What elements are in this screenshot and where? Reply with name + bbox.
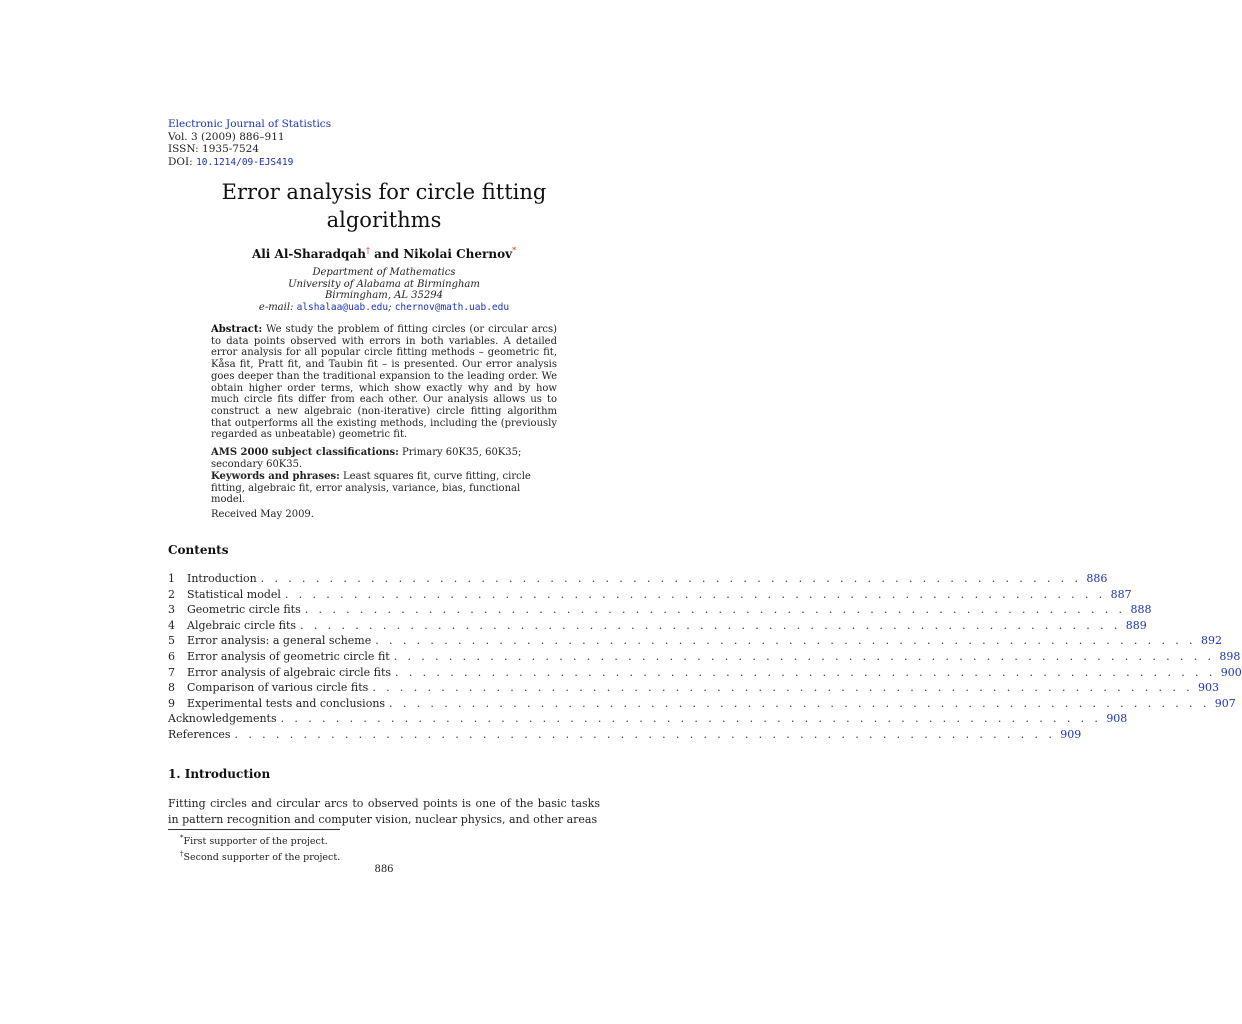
abstract-label: Abstract: [211, 324, 263, 335]
keywords-label: Keywords and phrases: [211, 471, 340, 482]
toc-entry-title[interactable]: Error analysis of geometric circle fit [187, 649, 390, 663]
toc-entry-page-link[interactable]: 909 [1060, 727, 1082, 741]
toc-entry-page-link[interactable]: 887 [1110, 587, 1132, 601]
toc-leader-dots: . . . . . . . . . . . . . . . . . . . . . . . . . . . . . . . . . . . . . . . . . . . . . . . . . . . . . . . . . . . . [393, 649, 1215, 663]
toc-entry-title[interactable]: Statistical model [187, 587, 281, 601]
toc-entry-page-link[interactable]: 908 [1106, 712, 1128, 726]
toc-entry[interactable] [168, 712, 1128, 728]
contents-heading: Contents [168, 543, 229, 557]
journal-volume: Vol. 3 (2009) 886–911 [168, 130, 285, 143]
toc-leader-dots: . . . . . . . . . . . . . . . . . . . . . . . . . . . . . . . . . . . . . . . . . . . . . . . . . . . . . . . . . . . . [375, 634, 1196, 648]
toc-entry[interactable] [168, 587, 1132, 604]
doi-link[interactable]: 10.1214/09-EJS419 [196, 156, 294, 168]
toc-entry-number: 7 [168, 665, 175, 679]
toc-entry-title[interactable]: Error analysis of algebraic circle fits [187, 665, 392, 679]
toc-leader-dots: . . . . . . . . . . . . . . . . . . . . . . . . . . . . . . . . . . . . . . . . . . . . . . . . . . . . . . . . . . . . [304, 603, 1126, 617]
toc-entry[interactable] [168, 649, 1241, 666]
toc-entry-title[interactable]: Geometric circle fits [187, 603, 301, 617]
toc-entry[interactable] [168, 696, 1236, 713]
ams-label: AMS 2000 subject classifications: [211, 447, 399, 458]
toc-entry-title[interactable]: Experimental tests and conclusions [187, 696, 386, 710]
toc-entry-page-link[interactable]: 907 [1214, 696, 1236, 710]
toc-entry-title[interactable]: Acknowledgements [168, 712, 277, 726]
affiliation-dept: Department of Mathematics [312, 267, 456, 278]
footnote-1 [180, 832, 340, 848]
toc-entry-number: 3 [168, 603, 175, 617]
footnote-2-text: Second supporter of the project. [183, 852, 341, 864]
author-and: and [374, 247, 400, 261]
toc-leader-dots: . . . . . . . . . . . . . . . . . . . . . . . . . . . . . . . . . . . . . . . . . . . . . . . . . . . . . . . . . . . . [372, 681, 1194, 695]
toc-entry[interactable] [168, 665, 1242, 682]
toc-entry-number: 1 [168, 572, 175, 585]
author-line [168, 246, 600, 261]
toc-entry-number: 2 [168, 587, 175, 601]
toc-entry-page-link[interactable]: 892 [1200, 634, 1222, 648]
footnote-1-mark: * [180, 834, 184, 842]
footnote-1-text: First supporter of the project. [183, 836, 328, 848]
abstract [211, 324, 557, 441]
toc-entry-number: 9 [168, 696, 175, 710]
toc-entry[interactable] [168, 634, 1222, 650]
footnote-divider [168, 829, 340, 830]
toc-entry-page-link[interactable]: 903 [1198, 681, 1220, 695]
author-1: Ali Al-Sharadqah [251, 247, 366, 261]
toc-entry-title[interactable]: Error analysis: a general scheme [187, 634, 372, 648]
title-line-2: algorithms [326, 208, 442, 232]
affiliation-university: University of Alabama at Birmingham [288, 278, 480, 290]
toc-entry-page-link[interactable]: 888 [1130, 603, 1152, 617]
email-line [168, 302, 600, 314]
toc-leader-dots: . . . . . . . . . . . . . . . . . . . . . . . . . . . . . . . . . . . . . . . . . . . . . . . . . . . . . . . . . . . . [395, 665, 1216, 679]
journal-issn: ISSN: 1935-7524 [168, 143, 260, 155]
toc-entry-page-link[interactable]: 900 [1220, 665, 1242, 679]
doi-label: DOI: [168, 155, 193, 168]
footnote-2 [180, 848, 340, 864]
keywords [211, 471, 557, 506]
toc-entry-page-link[interactable]: 886 [1086, 572, 1108, 585]
toc-entry-number: 6 [168, 649, 175, 663]
toc-entry-title[interactable]: References [168, 727, 231, 741]
affiliation-city: Birmingham, AL 35294 [325, 290, 443, 301]
toc-entry-number: 5 [168, 634, 175, 648]
journal-name-link[interactable]: Electronic Journal of Statistics [168, 118, 332, 130]
paper-title [168, 178, 600, 234]
abstract-text: We study the problem of fitting circles (or circular arcs) to data points observed with errors in both variables. A detailed error analysis for all popular circle fitting methods – geometric fit, Kåsa fit, Pratt fit, and Taubin fit – is presented. Our error analysis goes deeper than the traditional expansion to the leading order. We obtain higher order terms, which show exactly why and by how much circle fits differ from each other. Our analysis allows us to construct a new algebraic (non-iterative) circle fitting algorithm that outperforms all the existing methods, including the (previously regarded as unbeatable) geometric fit. [211, 324, 558, 441]
table-of-contents [168, 572, 1242, 744]
toc-leader-dots: . . . . . . . . . . . . . . . . . . . . . . . . . . . . . . . . . . . . . . . . . . . . . . . . . . . . . . . . . . . . [284, 587, 1106, 601]
author-2-footnote-mark[interactable]: * [512, 246, 517, 255]
journal-info [168, 118, 331, 169]
email-label: e-mail: [258, 301, 294, 313]
email-link-2[interactable]: chernov@math.uab.edu [394, 301, 510, 313]
toc-entry[interactable] [168, 572, 1108, 588]
keywords-text: Least squares fit, curve fitting, circle fitting, algebraic fit, error analysis, variance, bias, functional model. [211, 471, 531, 506]
toc-entry-page-link[interactable]: 889 [1125, 618, 1147, 632]
email-link-1[interactable]: alshalaa@uab.edu [296, 301, 389, 313]
toc-entry[interactable] [168, 603, 1152, 619]
introduction-text: Fitting circles and circular arcs to observed points is one of the basic tasks in pattern recognition and computer vision, nuclear physics, and other areas [168, 797, 600, 826]
footnote-2-mark: † [180, 850, 184, 859]
toc-entry[interactable] [168, 618, 1147, 635]
toc-leader-dots: . . . . . . . . . . . . . . . . . . . . . . . . . . . . . . . . . . . . . . . . . . . . . . . . . . . . . . . . . . . . [280, 712, 1102, 726]
toc-entry-page-link[interactable]: 898 [1219, 649, 1241, 663]
toc-entry-number: 8 [168, 681, 175, 695]
toc-entry-number: 4 [168, 618, 175, 632]
toc-entry-title[interactable]: Comparison of various circle fits [187, 681, 369, 695]
section-heading-introduction: 1. Introduction [168, 767, 271, 781]
footnotes [180, 832, 340, 864]
page-number: 886 [374, 864, 394, 875]
email-separator: ; [388, 301, 392, 313]
author-1-footnote-mark[interactable]: † [365, 246, 370, 255]
toc-leader-dots: . . . . . . . . . . . . . . . . . . . . . . . . . . . . . . . . . . . . . . . . . . . . . . . . . . . . . . . . . . . . [260, 572, 1082, 585]
ams-classification [211, 447, 557, 470]
toc-entry-title[interactable]: Introduction [187, 572, 257, 585]
toc-entry-title[interactable]: Algebraic circle fits [187, 618, 297, 632]
author-2: Nikolai Chernov [403, 247, 513, 261]
ams-text: Primary 60K35, 60K35; secondary 60K35. [211, 447, 522, 470]
toc-entry[interactable] [168, 681, 1220, 697]
toc-leader-dots: . . . . . . . . . . . . . . . . . . . . . . . . . . . . . . . . . . . . . . . . . . . . . . . . . . . . . . . . . . . . [234, 727, 1056, 741]
affiliation [168, 267, 600, 313]
received-date: Received May 2009. [211, 509, 314, 520]
title-line-1: Error analysis for circle fitting [221, 180, 547, 204]
journal-doi-line [168, 156, 331, 170]
toc-leader-dots: . . . . . . . . . . . . . . . . . . . . . . . . . . . . . . . . . . . . . . . . . . . . . . . . . . . . . . . . . . . . [389, 696, 1210, 710]
toc-entry[interactable] [168, 727, 1082, 744]
toc-leader-dots: . . . . . . . . . . . . . . . . . . . . . . . . . . . . . . . . . . . . . . . . . . . . . . . . . . . . . . . . . . . . [300, 618, 1121, 632]
